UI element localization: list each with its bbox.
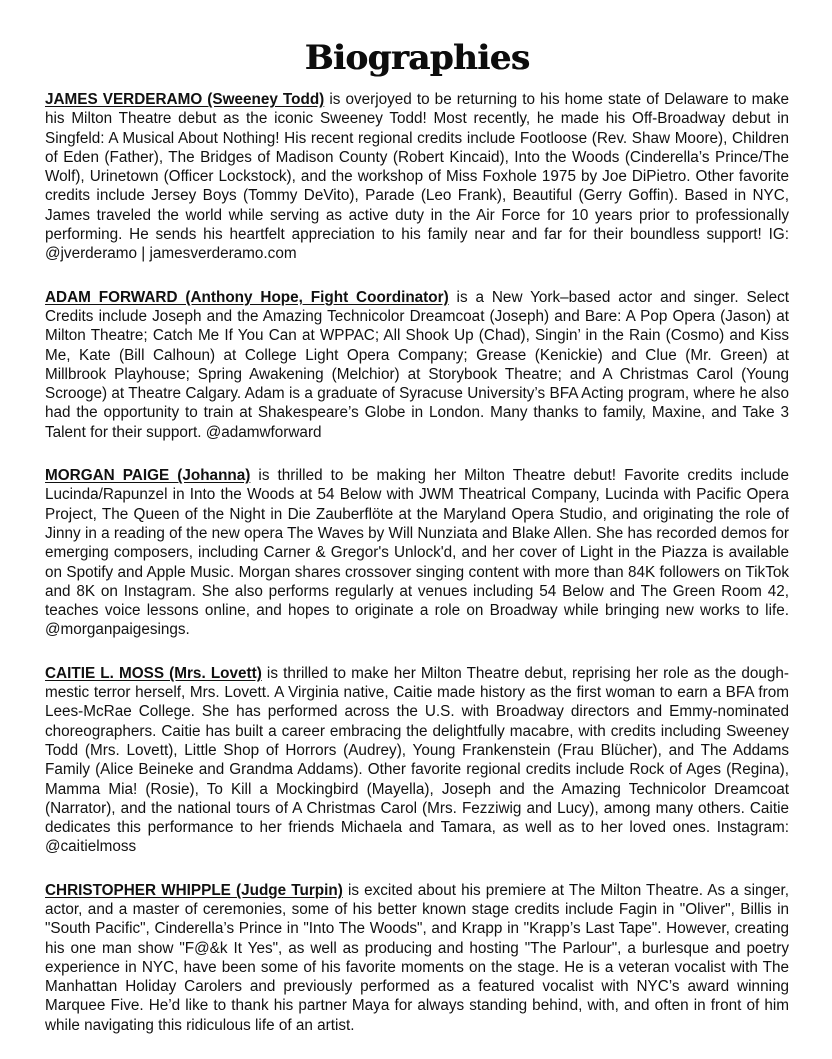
bio-text: is thrilled to be making her Milton Theatre debut! Favorite credits include Lucinda/Rapunzel in Into the Woods at 54 Below with JWM Theatrical Company, Lucinda with Pacific Opera Project, The Queen of the Night in Die Zauberflöte at the Maryland Opera Studio, and originating the role of Jinny in a reading of the new opera The Waves by Will Nunziata and Blake Allen. She has recorded demos for emerging composers, including Carner & Gregor's Unlock'd, and her cover of Light in the Piazza is available on Spotify and Apple Music. Morgan shares crossover singing content with more than 84K followers on TikTok and 8K on Instagram. She also performs regularly at venues including 54 Below and The Green Room 42, teaches voice lessons online, and hopes to originate a role on Broadway while bringing new works to life. @morganpaigesings. xyxy=(45,467,790,639)
bio-name: CHRISTOPHER WHIPPLE (Judge Turpin) xyxy=(45,881,343,899)
bio-adam-forward xyxy=(45,288,789,442)
bio-text: is thrilled to make her Milton Theatre debut, reprising her role as the dough-mestic terror herself, Mrs. Lovett. A Virginia native, Caitie made history as the first woman to earn a BFA from Lees-McRae College. She has performed across the U.S. with Broadway directors and Emmy-nominated choreographers. Caitie has built a career embracing the delightfully macabre, with credits including Sweeney Todd (Mrs. Lovett), Little Shop of Horrors (Audrey), Young Frankenstein (Frau Blücher), and The Addams Family (Alice Beineke and Grandma Addams). Other favorite regional credits include Rock of Ages (Regina), Mamma Mia! (Rosie), To Kill a Mockingbird (Mayella), Joseph and the Amazing Technicolor Dreamcoat (Narrator), and the national tours of A Christmas Carol (Mrs. Fezziwig and Lucy), among many others. Caitie dedicates this performance to her friends Michaela and Tamara, as well as to her loved ones. Instagram: @caitielmoss xyxy=(45,664,789,856)
bio-text: is excited about his premiere at The Milton Theatre. As a singer, actor, and a master of ceremonies, some of his better known stage credits include Fagin in "Oliver", Billis in "South Pacific", Cinderella’s Prince in "Into The Woods", and Krapp in "Krapp’s Last Tape". However, creating his one man show "F@&k It Yes", as well as producing and hosting "The Parlour", a burlesque and poetry experience in NYC, have been some of his favorite moments on the stage. He is a veteran vocalist with The Manhattan Holiday Carolers and previously performed as a featured vocalist with NYC’s award winning Marquee Five. He’d like to thank his partner Maya for always standing behind, with, and often in front of him while navigating this ridiculous life of an artist. xyxy=(45,881,789,1034)
bio-caitie-moss xyxy=(45,664,789,857)
bio-name: MORGAN PAIGE (Johanna) xyxy=(45,467,251,485)
bio-james-verderamo xyxy=(45,90,789,264)
page-title: Biographies xyxy=(304,38,530,78)
bio-text: is a New York–based actor and singer. Select Credits include Joseph and the Amazing Technicolor Dreamcoat (Joseph) and Bare: A Pop Opera (Jason) at Milton Theatre; Catch Me If You Can at WPPAC; All Shook Up (Chad), Singin’ in the Rain (Cosmo) and Kiss Me, Kate (Bill Calhoun) at College Light Opera Company; Grease (Kenickie) and Clue (Mr. Green) at Millbrook Playhouse; Spring Awakening (Melchior) at Storybook Theatre; and A Christmas Carol (Young Scrooge) at Theatre Calgary. Adam is a graduate of Syracuse University’s BFA Acting program, where he also had the opportunity to train at Shakespeare’s Globe in London. Many thanks to family, Maxine, and Take 3 Talent for their support. @adamwforward xyxy=(45,288,789,441)
bio-name: ADAM FORWARD (Anthony Hope, Fight Coordinator) xyxy=(45,288,449,306)
bio-morgan-paige xyxy=(45,466,789,640)
bio-text: is overjoyed to be returning to his home state of Delaware to make his Milton Theatre debut as the iconic Sweeney Todd! Most recently, he made his Off-Broadway debut in Singfeld: A Musical About Nothing! His recent regional credits include Footloose (Rev. Shaw Moore), Children of Eden (Father), The Bridges of Madison County (Robert Kincaid), Into the Woods (Cinderella’s Prince/The Wolf), Urinetown (Officer Lockstock), and the workshop of Miss Foxhole 1975 by Joe DiPietro. Other favorite credits include Jersey Boys (Tommy DeVito), Parade (Leo Frank), Beautiful (Gerry Goffin). Based in NYC, James traveled the world while serving as active duty in the Air Force for 10 years prior to professionally performing. He sends his heartfelt appreciation to his family near and far for their boundless support! IG: @jverderamo | jamesverderamo.com xyxy=(45,91,789,263)
bio-christopher-whipple xyxy=(45,881,789,1035)
bio-name: CAITIE L. MOSS (Mrs. Lovett) xyxy=(45,664,262,682)
bio-name: JAMES VERDERAMO (Sweeney Todd) xyxy=(45,91,325,108)
biographies-page xyxy=(45,34,789,1059)
